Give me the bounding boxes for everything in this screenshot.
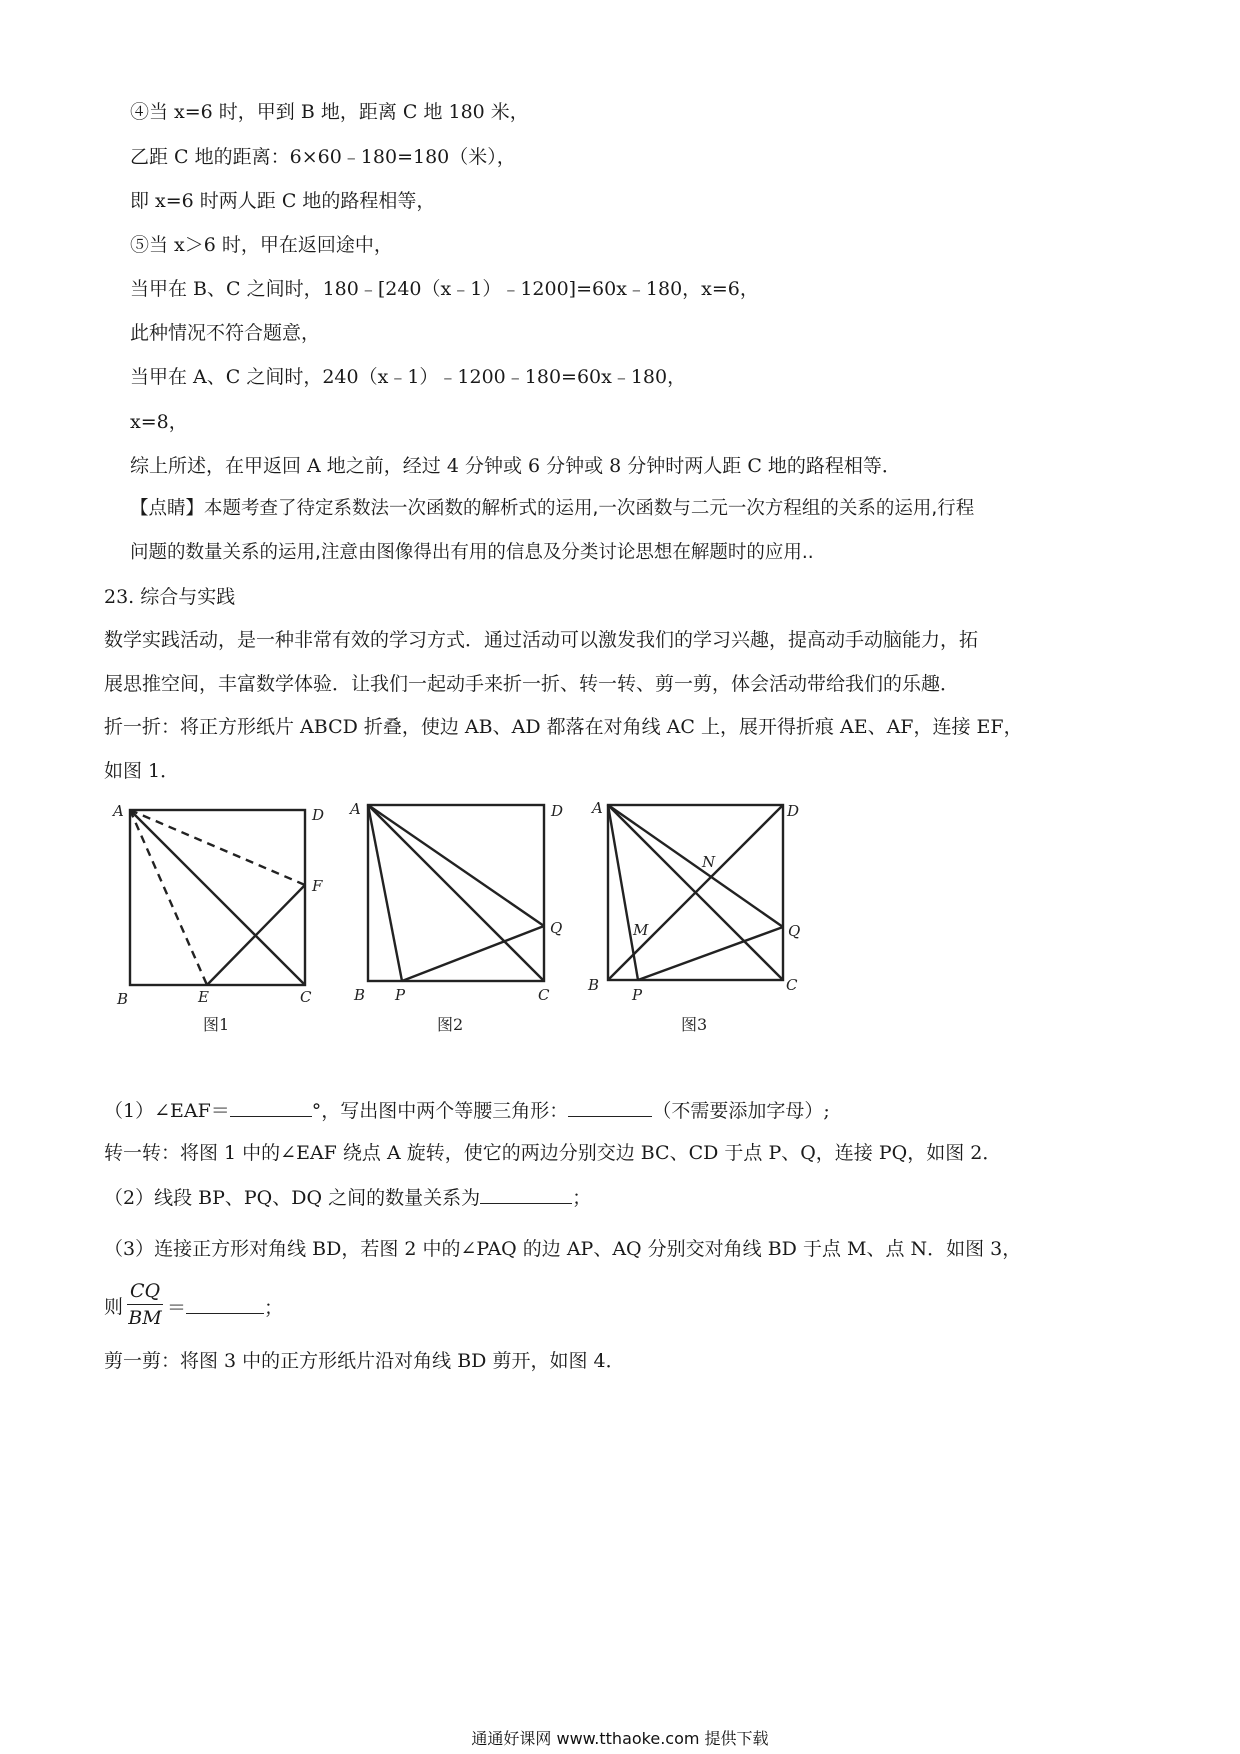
- answer-blank-3[interactable]: [480, 1185, 572, 1204]
- equals-sign: ＝: [167, 1297, 187, 1319]
- cut-instruction: 剪一剪：将图 3 中的正方形纸片沿对角线 BD 剪开，如图 4．: [104, 1350, 625, 1372]
- rotate-instruction: 转一转：将图 1 中的∠EAF 绕点 A 旋转，使它的两边分别交边 BC、CD 于点 P、Q，连接 PQ，如图 2．: [104, 1142, 1002, 1164]
- fig1-label-b: B: [117, 990, 129, 1008]
- solution-line-6: 此种情况不符合题意，: [130, 322, 321, 344]
- question-1-part-c: （不需要添加字母）;: [652, 1100, 830, 1122]
- problem-fold-2: 如图 1．: [104, 760, 180, 782]
- fig2-caption: 图2: [437, 1015, 464, 1034]
- fig3-label-a: A: [592, 799, 603, 817]
- fig1-label-a: A: [113, 802, 124, 820]
- fig2-label-d: D: [551, 802, 564, 820]
- question-2-end: ；: [572, 1187, 592, 1209]
- solution-line-1: ④当 x=6 时，甲到 B 地，距离 C 地 180 米，: [130, 101, 529, 123]
- fig2-label-a: A: [350, 800, 361, 818]
- fig3-label-c: C: [786, 976, 798, 994]
- fig3-label-b: B: [588, 976, 600, 994]
- question-2-text: （2）线段 BP、PQ、DQ 之间的数量关系为: [104, 1187, 481, 1209]
- solution-line-2: 乙距 C 地的距离：6×60﹣180=180（米），: [130, 146, 516, 168]
- solution-summary: 综上所述，在甲返回 A 地之前，经过 4 分钟或 6 分钟或 8 分钟时两人距 C 地的路程相等．: [130, 455, 901, 477]
- fraction-cq-over-bm: [127, 1280, 163, 1329]
- fig1-label-d: D: [312, 806, 325, 824]
- fig1-label-c: C: [300, 988, 312, 1006]
- question-3-answer: [167, 1295, 283, 1320]
- fig2-label-q: Q: [550, 919, 563, 937]
- problem-fold-1: 折一折：将正方形纸片 ABCD 折叠，使边 AB、AD 都落在对角线 AC 上，展开得折痕 AE、AF，连接 EF，: [104, 716, 1023, 738]
- question-1: [104, 1098, 830, 1123]
- answer-blank-4[interactable]: [186, 1295, 264, 1314]
- fig1-caption: 图1: [203, 1015, 230, 1034]
- question-3: （3）连接正方形对角线 BD，若图 2 中的∠PAQ 的边 AP、AQ 分别交对角线 BD 于点 M、点 N．如图 3，: [104, 1238, 1022, 1260]
- fig3-label-d: D: [787, 802, 800, 820]
- fig1-label-e: E: [198, 988, 209, 1006]
- solution-line-3: 即 x=6 时两人距 C 地的路程相等，: [130, 190, 436, 212]
- problem-intro-1: 数学实践活动，是一种非常有效的学习方式．通过活动可以激发我们的学习兴趣，提高动手动脑能力，拓: [104, 629, 979, 651]
- fig2-label-c: C: [538, 986, 550, 1004]
- figure-1: [130, 810, 305, 985]
- solution-line-7: 当甲在 A、C 之间时，240（x﹣1）﹣1200﹣180=60x﹣180，: [130, 366, 687, 388]
- fig3-label-q: Q: [788, 922, 801, 940]
- solution-line-4: ⑤当 x＞6 时，甲在返回途中，: [130, 234, 393, 256]
- figure-2: [368, 805, 544, 981]
- fig2-label-p: P: [395, 986, 406, 1004]
- comment-line-1: 【点睛】本题考查了待定系数法一次函数的解析式的运用,一次函数与二元一次方程组的关系的运用,行程: [130, 498, 975, 519]
- fig2-label-b: B: [354, 986, 366, 1004]
- fraction-denominator: BM: [128, 1307, 162, 1329]
- figures: [0, 790, 1240, 1050]
- answer-blank-1[interactable]: [230, 1098, 312, 1117]
- page-footer: 通通好课网 www.tthaoke.com 提供下载: [471, 1729, 769, 1748]
- figure-3: [608, 805, 783, 980]
- question-3-then: 则: [104, 1296, 124, 1318]
- answer-blank-2[interactable]: [568, 1098, 652, 1117]
- problem-number: 23. 综合与实践: [104, 586, 236, 608]
- fig3-caption: 图3: [681, 1015, 708, 1034]
- fig1-label-f: F: [312, 877, 323, 895]
- comment-line-2: 问题的数量关系的运用,注意由图像得出有用的信息及分类讨论思想在解题时的应用..: [130, 542, 814, 563]
- fig3-label-n: N: [702, 853, 716, 871]
- question-3-end: ；: [264, 1297, 284, 1319]
- question-1-part-a: （1）∠EAF＝: [104, 1100, 230, 1122]
- problem-intro-2: 展思推空间，丰富数学体验．让我们一起动手来折一折、转一转、剪一剪，体会活动带给我们的乐趣．: [104, 673, 960, 695]
- solution-line-8: x=8，: [130, 411, 188, 433]
- fig3-label-m: M: [633, 921, 649, 939]
- fraction-bar: [127, 1304, 163, 1305]
- solution-line-5: 当甲在 B、C 之间时，180﹣[240（x﹣1）﹣1200]=60x﹣180，x=6，: [130, 278, 759, 300]
- question-2: [104, 1185, 591, 1210]
- fraction-numerator: CQ: [129, 1280, 161, 1302]
- question-1-part-b: °，写出图中两个等腰三角形：: [311, 1100, 569, 1122]
- fig3-label-p: P: [632, 986, 643, 1004]
